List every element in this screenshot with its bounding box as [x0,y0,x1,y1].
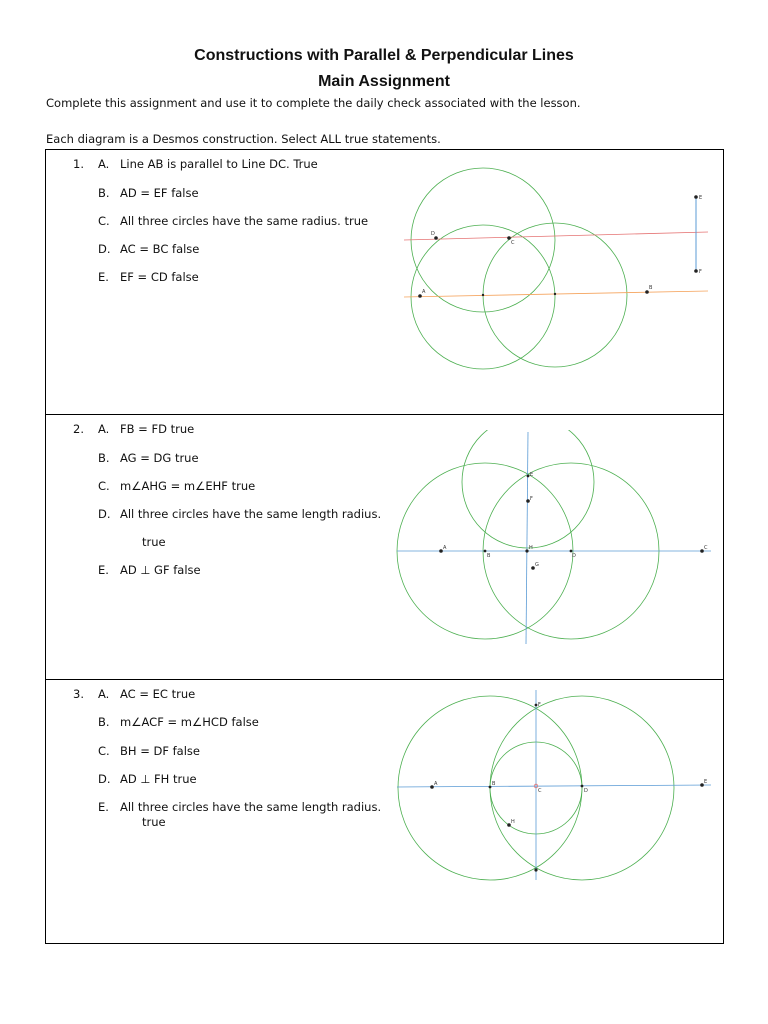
label-b: B [492,781,496,787]
intersection-point [534,868,537,871]
page-title: Constructions with Parallel & Perpendicular Lines [194,47,574,64]
item-letter: A. [98,687,110,701]
item-letter: C. [98,744,110,758]
label-d: D [431,231,435,237]
point-b [484,550,487,553]
item-text: AD ⊥ FH true [120,772,197,786]
label-b: B [649,285,653,291]
item-text: EF = CD false [120,270,199,284]
item-text: AG = DG true [120,451,199,465]
point-d [570,550,573,553]
intersection-point [482,294,484,296]
item-letter: C. [98,214,110,228]
item-letter: B. [98,186,110,200]
label-e: E [699,195,703,201]
point-f [535,704,538,707]
question-number: 1. [73,157,84,171]
label-d: D [584,788,588,794]
item-text: m∠AHG = m∠EHF true [120,479,256,493]
item-letter: D. [98,242,111,256]
item-letter: E. [98,800,109,814]
diagram-2 [395,430,715,648]
item-text: All three circles have the same length radius. [120,800,382,814]
item-text: AD ⊥ GF false [120,563,201,577]
points [430,704,704,872]
intersection-point [554,293,556,295]
label-e: E [530,472,534,478]
label-a: A [443,545,447,551]
label-g: G [535,562,539,568]
item-text: FB = FD true [120,422,195,436]
point-e [694,195,698,199]
item-letter: A. [98,157,110,171]
intro-text: Complete this assignment and use it to complete the daily check associated with the lesson. [46,96,581,110]
question-number: 3. [73,687,84,701]
label-d: D [572,553,576,559]
item-letter: A. [98,422,110,436]
label-f: F [538,702,541,708]
item-text: true [142,815,166,829]
item-text: AC = BC false [120,242,200,256]
perpendicular-line [526,432,528,644]
label-b: B [487,553,491,559]
label-c: C [538,788,542,794]
item-letter: D. [98,507,111,521]
item-text: BH = DF false [120,744,200,758]
item-text: All three circles have the same length radius. [120,507,382,521]
line-ad [397,785,711,787]
item-letter: C. [98,479,110,493]
point-f [694,269,698,273]
label-f: F [699,269,702,275]
diagram-1 [400,155,712,373]
item-text: m∠ACF = m∠HCD false [120,715,259,729]
label-h: H [529,545,533,551]
point-b [489,786,492,789]
label-c: C [511,240,515,246]
item-text: AC = EC true [120,687,196,701]
item-text: AD = EF false [120,186,199,200]
point-d [581,785,584,788]
item-text: All three circles have the same radius. true [120,214,369,228]
label-h: H [511,819,515,825]
item-letter: D. [98,772,111,786]
label-c: C [704,545,708,551]
item-letter: B. [98,715,110,729]
question-number: 2. [73,422,84,436]
item-letter: B. [98,451,110,465]
label-e: E [704,779,708,785]
item-letter: E. [98,270,109,284]
points [418,195,698,298]
label-a: A [422,289,426,295]
instruction-text: Each diagram is a Desmos construction. Select ALL true statements. [46,132,441,146]
point-e [527,475,530,478]
item-letter: E. [98,563,109,577]
item-text: true [142,535,166,549]
diagram-3 [395,688,715,884]
label-f: F [530,496,533,502]
label-a: A [434,781,438,787]
page-subtitle: Main Assignment [318,73,450,90]
item-text: Line AB is parallel to Line DC. True [120,157,318,171]
